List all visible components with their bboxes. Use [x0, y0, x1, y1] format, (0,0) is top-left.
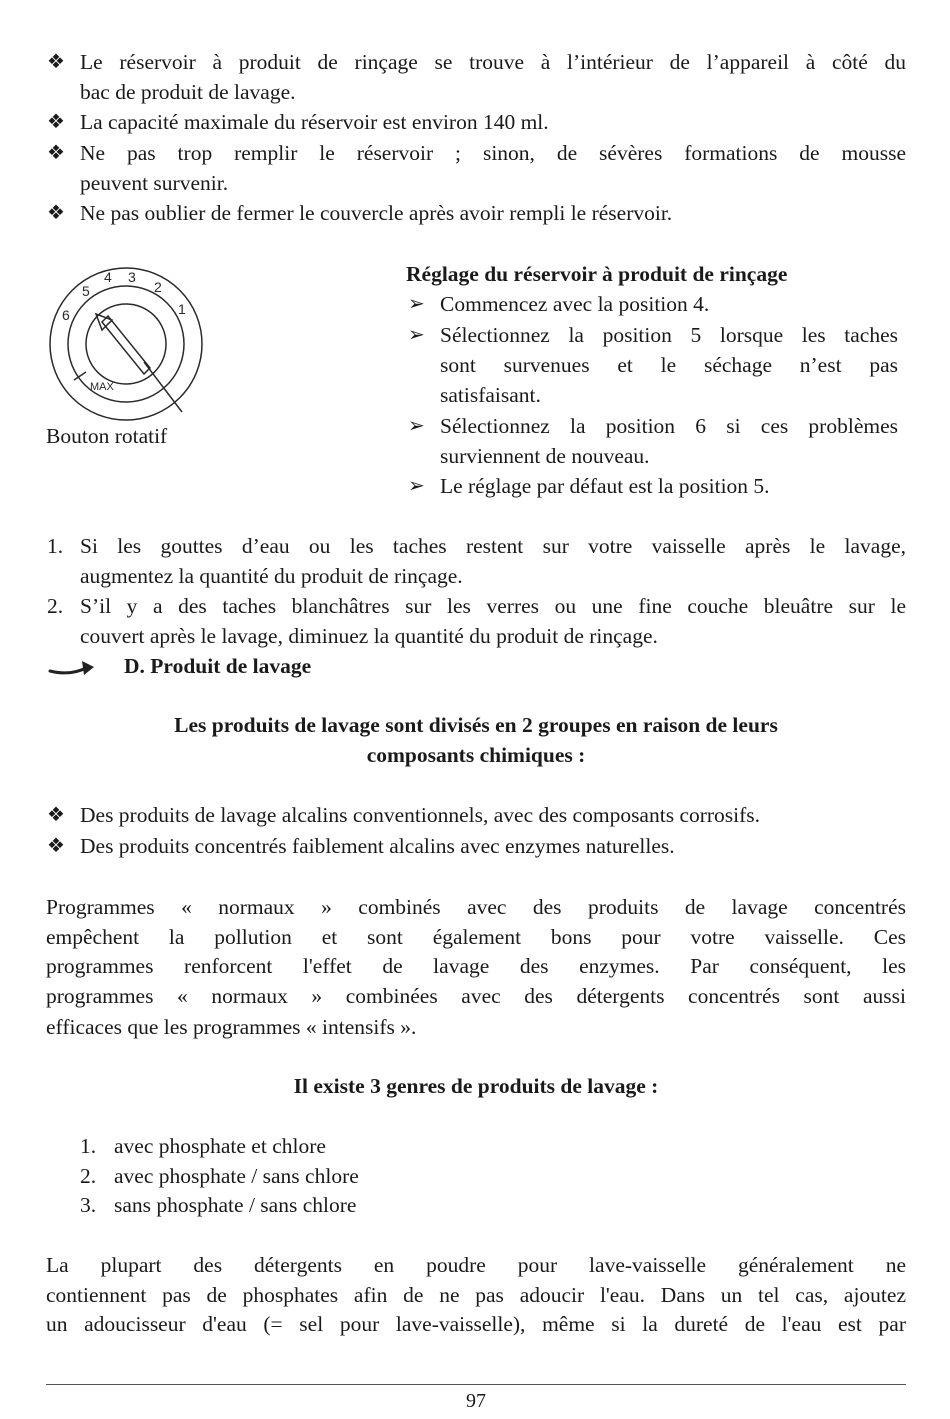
rinse-item-3-line-2: surviennent de nouveau. — [440, 444, 650, 468]
dial-inner-ring — [86, 304, 166, 384]
section-d-title: D. Produit de lavage — [124, 654, 312, 678]
rinse-item-2-line-3: satisfaisant. — [440, 383, 541, 407]
rinse-item-2-line-2: sont survenues et le séchage n’est pas — [440, 353, 898, 377]
top-bullet-2: La capacité maximale du réservoir est environ 140 ml. — [80, 110, 549, 134]
paragraph-1-line-2: empêchent la pollution et sont également bons pour votre vaisselle. Ces — [46, 925, 906, 949]
top-bullet-1-line-1: Le réservoir à produit de rinçage se trouve à l’intérieur de l’appareil à côté du — [80, 50, 906, 74]
bullet-icon: ❖ — [47, 804, 65, 826]
genre-number-1: 1. — [80, 1134, 97, 1158]
genre-item-2: avec phosphate / sans chlore — [114, 1164, 359, 1188]
rinse-item-1: Commencez avec la position 4. — [440, 292, 710, 316]
top-bullet-4: Ne pas oublier de fermer le couvercle après avoir rempli le réservoir. — [80, 201, 673, 225]
genre-number-3: 3. — [80, 1193, 97, 1217]
arrow-bullet-icon: ➢ — [408, 324, 425, 346]
dial-number-5: 5 — [82, 283, 90, 299]
tip-1-line-1: Si les gouttes d’eau ou les taches restent sur votre vaisselle après le lavage, — [80, 534, 906, 558]
rinse-setting-title: Réglage du réservoir à produit de rinçage — [406, 262, 788, 286]
dial-max-label: MAX — [90, 381, 114, 393]
genres-title: Il existe 3 genres de produits de lavage : — [293, 1074, 659, 1098]
section-d-subtitle-line-2: composants chimiques : — [366, 743, 586, 767]
bullet-icon: ❖ — [47, 51, 65, 73]
paragraph-2-line-3: un adoucisseur d'eau (= sel pour lave-vaisselle), même si la dureté de l'eau est par — [46, 1312, 906, 1336]
arrow-bullet-icon: ➢ — [408, 475, 425, 497]
dial-pointer-head — [96, 314, 112, 330]
paragraph-1-line-4: programmes « normaux » combinées avec des détergents concentrés sont aussi — [46, 984, 906, 1008]
footer-rule — [46, 1384, 906, 1385]
bullet-icon: ❖ — [47, 202, 65, 224]
dial-number-1: 1 — [178, 301, 186, 317]
rinse-item-3-line-1: Sélectionnez la position 6 si ces problèmes — [440, 414, 898, 438]
tip-number-2: 2. — [47, 594, 64, 618]
top-bullet-1-line-2: bac de produit de lavage. — [80, 80, 296, 104]
dial-leader-line — [144, 362, 182, 412]
section-arrow-icon — [48, 656, 98, 680]
genre-item-1: avec phosphate et chlore — [114, 1134, 326, 1158]
section-d-subtitle-line-1: Les produits de lavage sont divisés en 2 groupes en raison de leurs — [174, 713, 778, 737]
arrow-bullet-icon: ➢ — [408, 415, 425, 437]
tip-2-line-1: S’il y a des taches blanchâtres sur les verres ou une fine couche bleuâtre sur le — [80, 594, 906, 618]
paragraph-2-line-2: contiennent pas de phosphates afin de ne pas adoucir l'eau. Dans un tel cas, ajoutez — [46, 1283, 906, 1307]
dial-number-6: 6 — [62, 307, 70, 323]
bullet-icon: ❖ — [47, 111, 65, 133]
rinse-item-2-line-1: Sélectionnez la position 5 lorsque les taches — [440, 323, 898, 347]
dial-outer-ring — [50, 268, 202, 420]
group-bullet-2: Des produits concentrés faiblement alcalins avec enzymes naturelles. — [80, 834, 675, 858]
genre-number-2: 2. — [80, 1164, 97, 1188]
group-bullet-1: Des produits de lavage alcalins conventionnels, avec des composants corrosifs. — [80, 803, 761, 827]
dial-number-2: 2 — [154, 279, 162, 295]
page-number: 97 — [466, 1390, 486, 1412]
tip-1-line-2: augmentez la quantité du produit de rinçage. — [80, 564, 463, 588]
dial-number-4: 4 — [104, 269, 112, 285]
top-bullet-3-line-2: peuvent survenir. — [80, 171, 229, 195]
arrow-bullet-icon: ➢ — [408, 293, 425, 315]
tip-2-line-2: couvert après le lavage, diminuez la quantité du produit de rinçage. — [80, 624, 658, 648]
rinse-item-4: Le réglage par défaut est la position 5. — [440, 474, 770, 498]
dial-number-3: 3 — [128, 269, 136, 285]
paragraph-2-line-1: La plupart des détergents en poudre pour lave-vaisselle généralement ne — [46, 1253, 906, 1277]
paragraph-1-line-3: programmes renforcent l'effet de lavage des enzymes. Par conséquent, les — [46, 954, 906, 978]
top-bullet-3-line-1: Ne pas trop remplir le réservoir ; sinon, de sévères formations de mousse — [80, 141, 906, 165]
rotary-dial-illustration — [44, 262, 214, 424]
paragraph-1-line-1: Programmes « normaux » combinés avec des produits de lavage concentrés — [46, 895, 906, 919]
paragraph-1-line-5: efficaces que les programmes « intensifs ». — [46, 1015, 417, 1039]
genre-item-3: sans phosphate / sans chlore — [114, 1193, 357, 1217]
tip-number-1: 1. — [47, 534, 64, 558]
bullet-icon: ❖ — [47, 142, 65, 164]
dial-caption: Bouton rotatif — [46, 424, 168, 448]
dial-pointer — [102, 316, 150, 374]
bullet-icon: ❖ — [47, 835, 65, 857]
